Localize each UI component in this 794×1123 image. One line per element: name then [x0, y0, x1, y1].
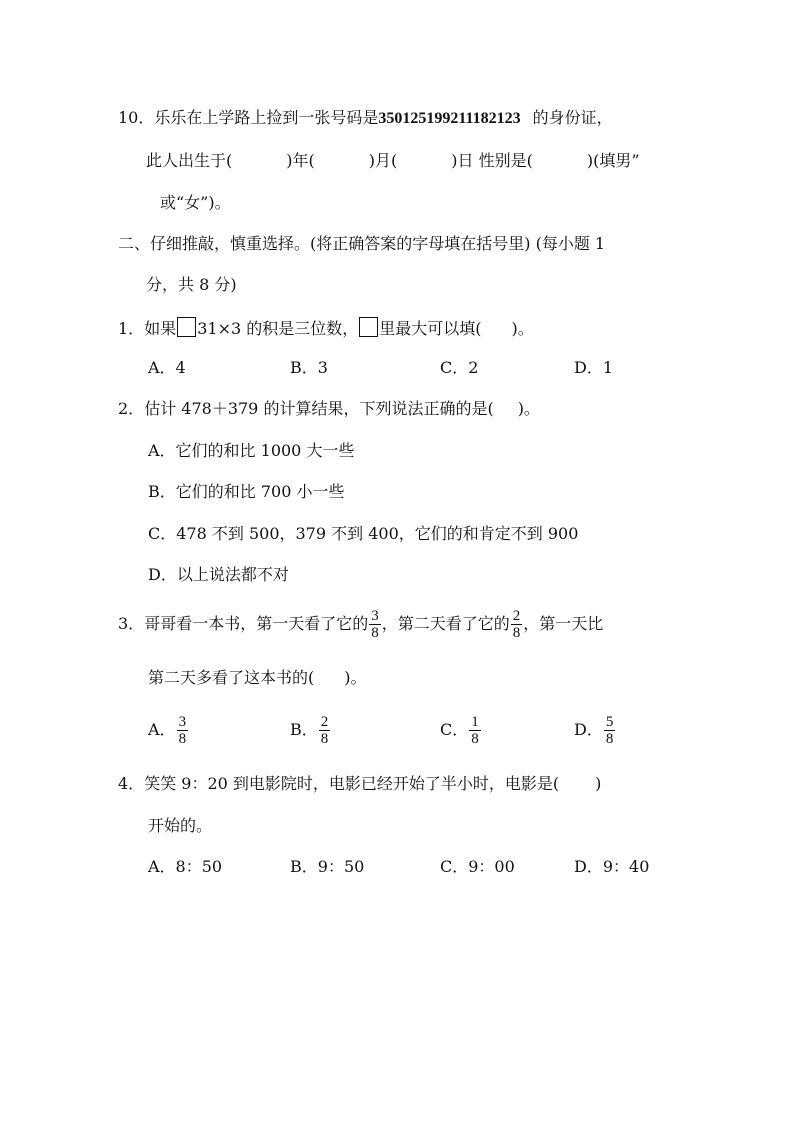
question-text: )。 — [511, 319, 534, 338]
question-text: 如果 — [144, 319, 177, 338]
option-label: D． — [574, 720, 603, 739]
question-text: )日 性别是( — [451, 151, 533, 170]
blank-box[interactable] — [359, 317, 378, 337]
question-2 — [118, 398, 540, 420]
question-10-line-1 — [118, 107, 613, 130]
option-b[interactable]: B．9：50 — [290, 857, 365, 876]
fraction-numerator: 5 — [605, 714, 614, 730]
fraction — [319, 714, 331, 747]
question-4-line-2: 开始的。 — [148, 816, 213, 835]
option-c[interactable] — [440, 710, 482, 750]
question-text: )年( — [286, 151, 315, 170]
question-text: 31×3 的积是三位数， — [197, 319, 359, 338]
fraction-numerator: 3 — [178, 714, 187, 730]
option-c[interactable]: C．9：00 — [440, 857, 515, 876]
question-text: 估计 478＋379 的计算结果，下列说法正确的是( — [144, 399, 494, 418]
fraction — [604, 714, 616, 747]
question-text: ，第一天比 — [523, 614, 604, 633]
fraction — [177, 714, 189, 747]
option-a[interactable]: A．它们的和比 1000 大一些 — [148, 441, 355, 460]
option-label: C． — [440, 720, 469, 739]
question-text: )。 — [344, 668, 367, 687]
question-number: 2． — [118, 399, 145, 418]
option-c[interactable]: C．478 不到 500，379 不到 400，它们的和肯定不到 900 — [148, 524, 579, 543]
question-text: )(填男” — [586, 151, 640, 170]
question-1 — [118, 317, 534, 340]
fraction-numerator: 1 — [471, 714, 479, 730]
fraction-numerator: 2 — [320, 714, 329, 730]
option-c[interactable]: C．2 — [440, 358, 479, 377]
fraction — [511, 608, 523, 641]
question-3-line-1 — [118, 606, 603, 642]
fraction-denominator: 8 — [471, 731, 479, 747]
question-text: ，第二天看了它的 — [381, 614, 510, 633]
option-b[interactable] — [290, 710, 331, 750]
question-text: 乐乐在上学路上捡到一张号码是 — [154, 108, 379, 127]
question-number: 4． — [118, 774, 145, 793]
option-d[interactable]: D．以上说法都不对 — [148, 565, 289, 584]
fraction-denominator: 8 — [178, 731, 187, 747]
option-b[interactable]: B．3 — [290, 358, 328, 377]
question-10-line-3: 或“女”)。 — [160, 193, 231, 212]
question-text: 哥哥看一本书，第一天看了它的 — [144, 614, 369, 633]
fraction-denominator: 8 — [371, 625, 379, 641]
question-text: )月( — [368, 151, 398, 170]
question-text: 笑笑 9：20 到电影院时，电影已经开始了半小时，电影是( — [144, 774, 560, 793]
question-text: 第二天多看了这本书的( — [148, 668, 315, 687]
section-heading-cont: 分，共 8 分) — [146, 275, 237, 294]
question-text: ) — [595, 774, 602, 793]
fraction-numerator: 2 — [512, 608, 521, 624]
fraction — [469, 714, 481, 747]
question-number: 10． — [118, 108, 155, 127]
id-number: 350125199211182123 — [378, 110, 521, 127]
question-number: 1． — [118, 319, 145, 338]
option-a[interactable]: A．8：50 — [148, 857, 223, 876]
question-text: 里最大可以填( — [379, 319, 482, 338]
option-d[interactable]: D．1 — [574, 358, 614, 377]
question-3-line-2 — [148, 667, 367, 689]
question-4-line-1 — [118, 773, 601, 795]
option-d[interactable] — [574, 710, 616, 750]
fraction-denominator: 8 — [512, 625, 521, 641]
fraction-denominator: 8 — [605, 731, 614, 747]
section-heading: 二、仔细推敲，慎重选择。(将正确答案的字母填在括号里) (每小题 1 — [118, 234, 606, 253]
option-d[interactable]: D．9：40 — [574, 857, 650, 876]
fraction-numerator: 3 — [371, 608, 379, 624]
blank-box[interactable] — [177, 317, 196, 337]
question-text: )。 — [517, 399, 540, 418]
fraction-denominator: 8 — [320, 731, 329, 747]
option-label: B． — [290, 720, 318, 739]
option-a[interactable]: A．4 — [148, 358, 186, 377]
fraction — [369, 608, 381, 641]
question-number: 3． — [118, 614, 145, 633]
option-b[interactable]: B．它们的和比 700 小一些 — [148, 482, 345, 501]
option-a[interactable] — [148, 710, 189, 750]
question-10-line-2 — [146, 150, 640, 172]
question-text: 此人出生于( — [146, 151, 233, 170]
option-label: A． — [148, 720, 176, 739]
question-text: 的身份证， — [532, 108, 613, 127]
